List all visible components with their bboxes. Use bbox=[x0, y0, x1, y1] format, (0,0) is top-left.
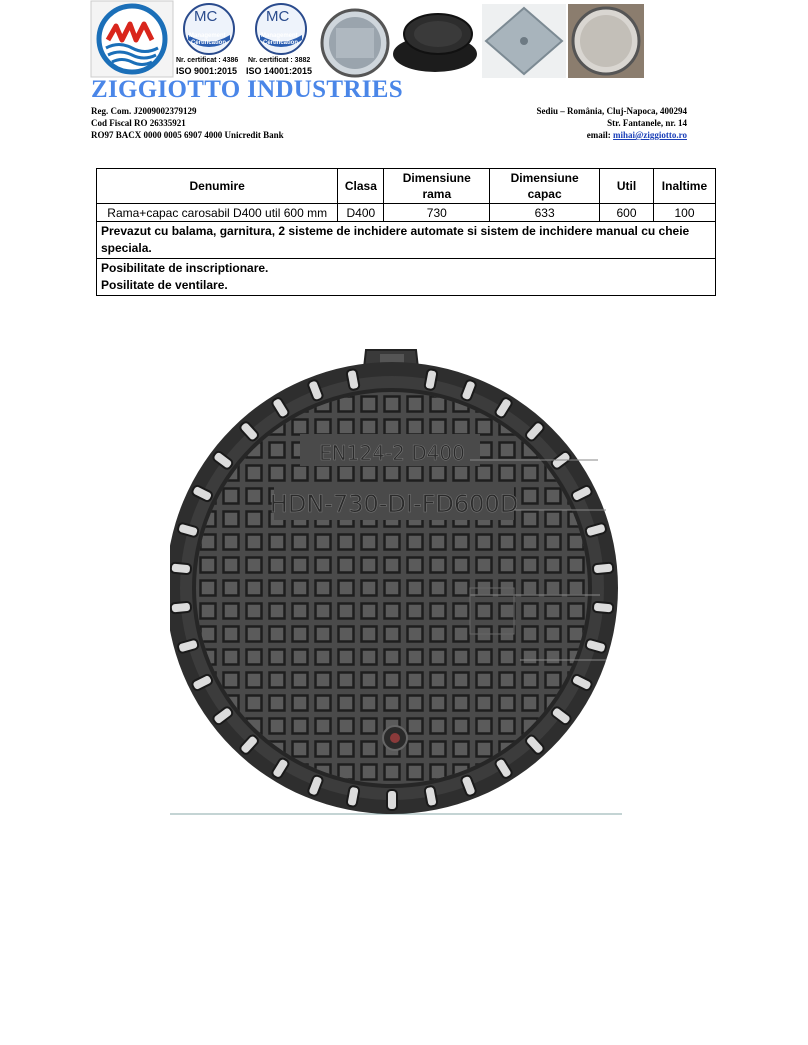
cell-clear-opening: 600 bbox=[600, 204, 654, 222]
product-photo-hinged-cover bbox=[390, 10, 480, 76]
cert1-badge: MC bbox=[194, 8, 218, 25]
cert1-number: Nr. certificat : 4386 bbox=[176, 57, 239, 64]
table-header-row bbox=[97, 169, 716, 204]
address-line-1: Sediu – România, Cluj-Napoca, 400294 bbox=[536, 106, 687, 116]
cell-class: D400 bbox=[338, 204, 384, 222]
cert2-sub2: Certification bbox=[263, 40, 299, 46]
cell-height: 100 bbox=[653, 204, 715, 222]
table-row bbox=[97, 204, 716, 222]
product-spec-table bbox=[96, 168, 716, 296]
fiscal-code-line: Cod Fiscal RO 26335921 bbox=[91, 118, 186, 128]
note-inscription: Posibilitate de inscriptionare. bbox=[101, 261, 269, 275]
col-header-name: Denumire bbox=[97, 169, 338, 204]
cert2-badge: MC bbox=[266, 8, 290, 25]
email-label: email: bbox=[586, 130, 614, 140]
cert1-sub2: Certification bbox=[191, 40, 227, 46]
table-note-row bbox=[97, 259, 716, 296]
col-header-cover-size: Dimensiune capac bbox=[490, 169, 600, 204]
header-logos bbox=[90, 0, 650, 80]
col-header-frame-size: Dimensiune rama bbox=[384, 169, 490, 204]
cert1-sub1: Management bbox=[189, 33, 226, 39]
table-note-row bbox=[97, 222, 716, 259]
company-name: ZIGGIOTTO INDUSTRIES bbox=[91, 76, 403, 103]
bank-account-line: RO97 BACX 0000 0005 6907 4000 Unicredit Bank bbox=[91, 130, 284, 140]
cert2-iso: ISO 14001:2015 bbox=[246, 66, 313, 76]
col-header-class: Clasa bbox=[338, 169, 384, 204]
company-logo bbox=[90, 0, 174, 78]
cell-name: Rama+capac carosabil D400 util 600 mm bbox=[97, 204, 338, 222]
email-link[interactable]: mihai@ziggiotto.ro bbox=[613, 130, 687, 140]
registration-line: Reg. Com. J2009002379129 bbox=[91, 106, 197, 116]
note-ventilation: Posilitate de ventilare. bbox=[101, 278, 228, 292]
address-line-2: Str. Fantanele, nr. 14 bbox=[607, 118, 687, 128]
col-header-height: Inaltime bbox=[653, 169, 715, 204]
marking-standard: EN124-2 D400 bbox=[319, 441, 465, 465]
cert1-iso: ISO 9001:2015 bbox=[176, 66, 238, 76]
note-options bbox=[97, 259, 716, 296]
note-features: Prevazut cu balama, garnitura, 2 sisteme de inchidere automate si sistem de inchidere manual cu cheie speciala. bbox=[97, 222, 716, 259]
marking-model: HDN-730-DI-FD600D bbox=[269, 490, 519, 518]
manhole-cover-drawing bbox=[170, 342, 622, 816]
email-line bbox=[587, 130, 687, 140]
col-header-clear-opening: Util bbox=[600, 169, 654, 204]
product-photo-round-grid bbox=[320, 8, 390, 78]
product-photo-round-cover bbox=[568, 4, 644, 78]
cert2-number: Nr. certificat : 3882 bbox=[248, 57, 311, 64]
cell-cover-size: 633 bbox=[490, 204, 600, 222]
cert2-sub1: Management bbox=[261, 33, 298, 39]
product-photo-square-cover bbox=[482, 4, 566, 78]
cell-frame-size: 730 bbox=[384, 204, 490, 222]
